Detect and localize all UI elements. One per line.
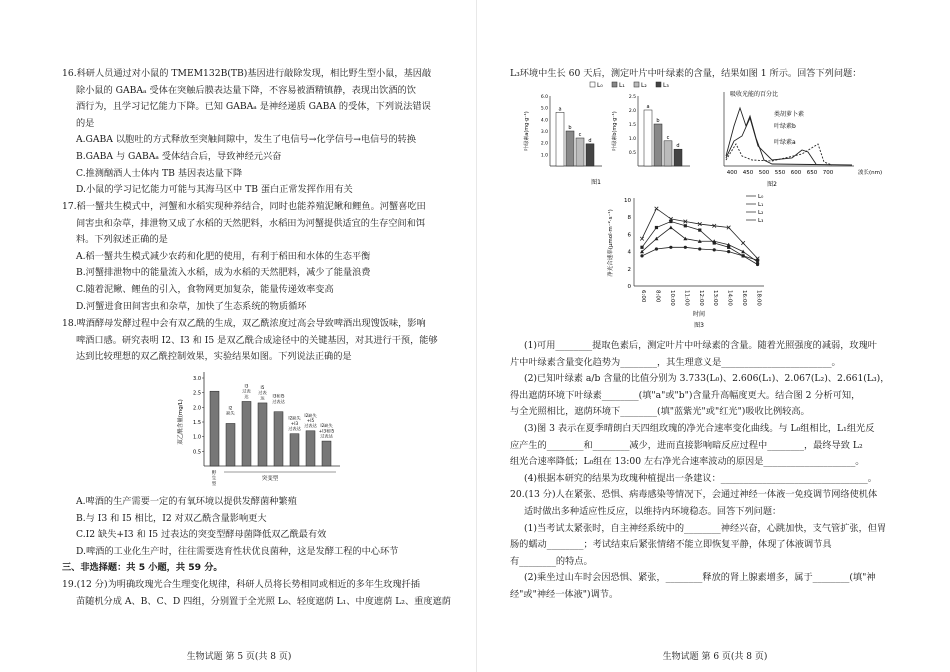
q20-part-1b: 肠的蠕动________；考试结束后紧张情绪不能立即恢复平静，体现了体液调节具 <box>510 539 832 551</box>
q20-line-1: 20.(13 分)人在紧张、恐惧、病毒感染等情况下，会通过神经一体液一免疫调节网络使机体 <box>510 489 878 501</box>
legend-label: L₃ <box>758 218 764 224</box>
curve-label: 叶绿素a <box>774 139 796 146</box>
q16-line-2: 除小鼠的 GABAₐ 受体在突触后膜表达量下降，不容易被酒精镇静，表现出饮酒的饮 <box>76 84 416 96</box>
y-tick-label: 1.5 <box>193 420 201 426</box>
data-point <box>640 254 643 257</box>
q19-part-2a: (2)已知叶绿素 a/b 含量的比值分别为 3.733(L₀)、2.606(L₁)、2.067(L₂)、2.661(L₃)， <box>524 373 890 385</box>
q19-part-3c: 组光合速率降低；L₀组在 13:00 左右净光合速率波动的原因是____________________。 <box>510 456 865 468</box>
data-point <box>756 263 759 266</box>
x-tick-label: 650 <box>806 170 818 176</box>
bar-label: I2 缺失 <box>226 405 235 416</box>
sig-letter-b: d <box>676 143 680 150</box>
q16-option-d: D.小鼠的学习记忆能力可能与其海马区中 TB 蛋白正常发挥作用有关 <box>76 184 353 196</box>
y-axis-label-a: 叶绿素a(mg·g⁻¹) <box>524 111 530 151</box>
x-tick-label: 12:00 <box>697 290 704 306</box>
data-point <box>698 247 701 250</box>
data-point <box>741 241 745 245</box>
data-point <box>713 248 716 251</box>
bar-a <box>566 131 574 166</box>
tick-label: 2.5 <box>628 95 636 100</box>
q16-line-3: 酒行为，且学习记忆能力下降。已知 GABAₐ 是神经递质 GABA 的受体，下列说法错误 <box>76 101 431 113</box>
tick-label: 0.5 <box>628 151 636 156</box>
right-footer: 生物试题 第 6 页(共 8 页) <box>662 652 768 663</box>
y-tick-label: 2.0 <box>193 405 201 412</box>
sig-letter-a: a <box>558 106 562 113</box>
bar <box>322 441 331 466</box>
figure-3-line-chart <box>600 190 800 330</box>
sig-letter-a: c <box>578 132 582 138</box>
tick-label: 2.0 <box>628 109 636 114</box>
bar-b <box>654 124 662 166</box>
bar-a <box>586 144 594 166</box>
y-axis-label: 双乙酰含量(mg/L) <box>178 399 184 445</box>
bar-b <box>664 141 672 166</box>
tick-label: 1.5 <box>628 123 636 128</box>
q16-line-4: 的是 <box>76 117 95 129</box>
x-group-wild: 野生型 <box>211 471 217 488</box>
q18-option-d: D.啤酒的工业化生产时，往往需要选育性状优良菌种，这是发酵工程的中心环节 <box>76 545 399 557</box>
x-tick-label: 18:00 <box>755 290 762 306</box>
question-17 <box>62 199 426 315</box>
figure-2-caption: 图2 <box>767 181 777 188</box>
x-tick-label: 450 <box>742 170 754 176</box>
q16-option-b: B.GABA 与 GABAₐ 受体结合后，导致神经元兴奋 <box>76 150 282 162</box>
q19-parts <box>510 338 889 604</box>
y-tick-label: 3.0 <box>193 376 201 382</box>
tick-label: 2.0 <box>540 141 548 147</box>
y-tick-label: 8 <box>627 215 631 222</box>
q19-part-4: (4)根据本研究的结果为玫瑰种植提出一条建议：________________________________。 <box>524 472 877 484</box>
data-point <box>727 250 730 253</box>
q17-line-2: 间害虫和杂草，排泄物又成了水稻的天然肥料，水稻田为河蟹提供适宜的生存空间和饵 <box>76 217 426 229</box>
x-tick-label: 14:00 <box>726 290 733 306</box>
series-line <box>642 228 758 262</box>
legend-swatch <box>656 82 661 87</box>
bar-label: I2缺失+I3和I5 过表达 <box>318 423 335 439</box>
legend-label: L₁ <box>758 202 764 208</box>
x-axis-label: 波长(nm) <box>858 170 883 176</box>
tick-label: 1.0 <box>628 137 636 142</box>
bar-label: I2缺失+I3 过表达 <box>288 415 301 432</box>
q16-option-c: C.推测酗酒人士体内 TB 基因表达量下降 <box>76 167 243 179</box>
figure-1-chlorophyll <box>520 80 720 190</box>
x-tick-label: 400 <box>726 170 738 176</box>
y-tick-label: 6 <box>627 232 631 239</box>
x-group-mutant: 突变型 <box>261 476 279 482</box>
bar-label: I5 过表达 <box>258 384 267 401</box>
data-point <box>741 250 745 254</box>
q20-part-2b: 经"或"神经一体液")调节。 <box>510 588 619 600</box>
data-point <box>640 246 643 249</box>
figure-3-caption: 图3 <box>694 322 704 329</box>
legend-label: L₂ <box>641 82 647 89</box>
data-point <box>655 207 659 211</box>
tick-label: 1.0 <box>540 153 548 159</box>
bar-b <box>644 110 652 166</box>
data-point <box>684 246 687 249</box>
q18-bar-chart <box>170 362 345 490</box>
q19-part-2c: 与全光照相比，遮荫环境下________(填"蓝紫光"或"红光")吸收比例较高。 <box>510 406 810 418</box>
tick-label: 6.0 <box>540 95 548 100</box>
right-page <box>480 0 950 672</box>
bar <box>242 401 251 466</box>
x-axis-label: 时间 <box>692 311 706 318</box>
q20-part-1a: (1)当考试太紧张时，自主神经系统中的________神经兴奋，心跳加快，支气管扩张，但胃 <box>524 522 887 534</box>
tick-label: 5.0 <box>540 106 548 112</box>
bar-label: I3 过表达 <box>242 383 251 399</box>
data-point <box>684 224 687 227</box>
figure-1-caption: 图1 <box>591 179 601 186</box>
bar-label: I3和I5 过表达 <box>272 393 285 404</box>
q17-line-1: 17.稻一蟹共生模式中，河蟹和水稻实现种养结合，同时也能养殖泥鳅和鲤鱼。河蟹喜吃田 <box>62 201 426 212</box>
legend-label: L₀ <box>758 194 764 200</box>
bar-label: I2缺失+I5 过表达 <box>304 412 317 429</box>
bar <box>274 412 283 466</box>
x-tick-label: 10:00 <box>668 290 675 306</box>
q20-part-1c: 有________的特点。 <box>510 555 593 567</box>
legend-label: L₂ <box>758 210 764 216</box>
y-tick-label: 4 <box>627 249 631 256</box>
legend-swatch <box>590 82 595 87</box>
q17-option-c: C.随着泥鳅、鲤鱼的引入，食物网更加复杂，能量传递效率变高 <box>76 283 334 295</box>
curve-chl-b <box>726 118 816 164</box>
data-point <box>640 237 644 241</box>
q17-option-a: A.稻一蟹共生模式减少农药和化肥的使用，有利于稻田和水体的生态平衡 <box>76 250 371 262</box>
q16-option-a: A.GABA 以胞吐的方式释放至突触间隙中，发生了电信号→化学信号→电信号的转换 <box>76 134 417 146</box>
y-tick-label: 0 <box>627 284 631 290</box>
figure-2-title: 吸收光能的百分比 <box>730 91 779 98</box>
left-footer: 生物试题 第 5 页(共 8 页) <box>186 652 292 663</box>
y-tick-label: 2 <box>627 266 631 273</box>
sig-letter-b: c <box>666 134 670 141</box>
bar <box>290 434 299 466</box>
legend-label: L₃ <box>663 82 669 89</box>
q19-part-3b: 应产生的________和________减少，进而直接影响暗反应过程中________，最终导致 L₂ <box>510 439 863 451</box>
q19-line-1: 19.(12 分)为明确玫瑰光合生理变化规律，科研人员将长势相同或相近的多年生玫瑰扦插 <box>62 578 420 590</box>
data-point <box>655 247 658 250</box>
x-tick-label: 500 <box>758 170 770 176</box>
q17-line-3: 料。下列叙述正确的是 <box>76 234 168 246</box>
data-point <box>669 246 672 249</box>
data-point <box>698 229 701 232</box>
question-16 <box>62 66 431 199</box>
q20-part-2a: (2)乘坐过山车时会因恐惧、紧张，________释放的肾上腺素增多，属于________(填"神 <box>524 572 876 584</box>
figure-2-absorption <box>712 86 883 190</box>
series-line <box>642 209 758 259</box>
curve-label: 叶绿素b <box>774 123 796 130</box>
sig-letter-a: d <box>588 137 592 144</box>
q19-line-2: 苗随机分成 A、B、C、D 四组，分别置于全光照 L₀、轻度遮荫 L₁、中度遮荫 L₂、重度遮荫 <box>76 595 451 607</box>
y-tick-label: 1.0 <box>193 434 201 441</box>
x-tick-label: 16:00 <box>741 290 748 306</box>
q20-line-2: 适时做出多种适应性反应，以维持内环境稳态。回答下列问题： <box>524 505 782 517</box>
legend-label: L₀ <box>597 82 603 89</box>
curve-chl-a <box>726 144 832 165</box>
section-3-heading: 三、非选择题：共 5 小题，共 59 分。 <box>62 562 223 574</box>
bar-a <box>556 112 564 166</box>
bar <box>226 423 235 466</box>
data-point <box>742 254 745 257</box>
bar-a <box>576 138 584 166</box>
q18-option-a: A.啤酒的生产需要一定的有氧环境以提供发酵菌种繁殖 <box>76 496 297 507</box>
x-tick-label: 6:00 <box>640 290 646 303</box>
bar <box>258 403 267 466</box>
sig-letter-b: a <box>646 104 650 110</box>
legend-swatch <box>634 82 639 87</box>
q18-line-3: 达到比较理想的双乙酰控制效果，实验结果如图。下列说法正确的是 <box>76 351 352 363</box>
question-18 <box>62 316 438 366</box>
q16-line-1: 16.科研人员通过对小鼠的 TMEM132B(TB)基因进行敲除发现，相比野生型小鼠，基因敲 <box>62 68 432 79</box>
legend-label: L₁ <box>619 82 625 89</box>
bar <box>306 431 315 466</box>
q19-part-2b: 得出遮荫环境下叶绿素________(填"a"或"b")含量升高幅度更大。结合图 2 分析可知， <box>510 389 861 401</box>
y-axis-label: 净光合速率(μmol·m⁻²·s⁻¹) <box>608 209 614 277</box>
q17-option-b: B.河蟹排泄物中的能量流入水稻，成为水稻的天然肥料，减少了能量浪费 <box>76 267 371 279</box>
data-point <box>669 226 673 230</box>
q18-option-b: B.与 I3 和 I5 相比，I2 对双乙酰含量影响更大 <box>76 512 267 524</box>
x-tick-label: 600 <box>790 170 802 176</box>
legend-swatch <box>612 82 617 87</box>
q19-part-1b: 片中叶绿素含量变化趋势为________，其生理意义是________________________。 <box>510 356 841 368</box>
x-tick-label: 8:00 <box>654 290 661 303</box>
data-point <box>655 226 658 229</box>
y-tick-label: 0.5 <box>193 449 201 456</box>
x-tick-label: 13:00 <box>712 290 719 306</box>
q17-option-d: D.河蟹进食田间害虫和杂草，加快了生态系统的物质循环 <box>76 300 307 312</box>
q18-line-1: 18.啤酒酵母发酵过程中会有双乙酰的生成，双乙酰浓度过高会导致啤酒出现馊饭味，影响 <box>62 318 426 329</box>
x-tick-label: 550 <box>774 170 786 176</box>
q19-part-3a: (3)图 3 表示在夏季晴朗白天四组玫瑰的净光合速率变化曲线。与 L₀组相比，L₁组光反 <box>524 422 875 434</box>
bar <box>210 391 219 466</box>
x-tick-label: 700 <box>822 170 834 176</box>
sig-letter-a: b <box>568 125 572 131</box>
question-18-options <box>62 494 451 610</box>
y-tick-label: 2.5 <box>193 390 201 397</box>
q18-option-c: C.I2 缺失+I3 和 I5 过表达的突变型酵母菌降低双乙酰最有效 <box>76 529 327 541</box>
tick-label: 3.0 <box>540 130 548 135</box>
q19-intro-line: L₃环境中生长 60 天后，测定叶片中叶绿素的含量，结果如图 1 所示。回答下列问题： <box>510 68 862 79</box>
curve-label: 类胡萝卜素 <box>774 111 805 118</box>
sig-letter-b: b <box>656 118 660 124</box>
x-tick-label: 11:00 <box>683 290 690 306</box>
q19-part-1a: (1)可用________提取色素后，测定叶片中叶绿素的含量。随着光照强度的减弱，玫瑰叶 <box>524 340 877 351</box>
q18-line-2: 啤酒口感。研究表明 I2、I3 和 I5 是双乙酰合成途径中的关键基因，对其进行干预，能够 <box>76 334 438 346</box>
tick-label: 4.0 <box>540 118 548 124</box>
y-tick-label: 10 <box>624 198 631 204</box>
y-axis-label-b: 叶绿素b(mg·g⁻¹) <box>612 111 618 151</box>
bar-b <box>674 149 682 166</box>
